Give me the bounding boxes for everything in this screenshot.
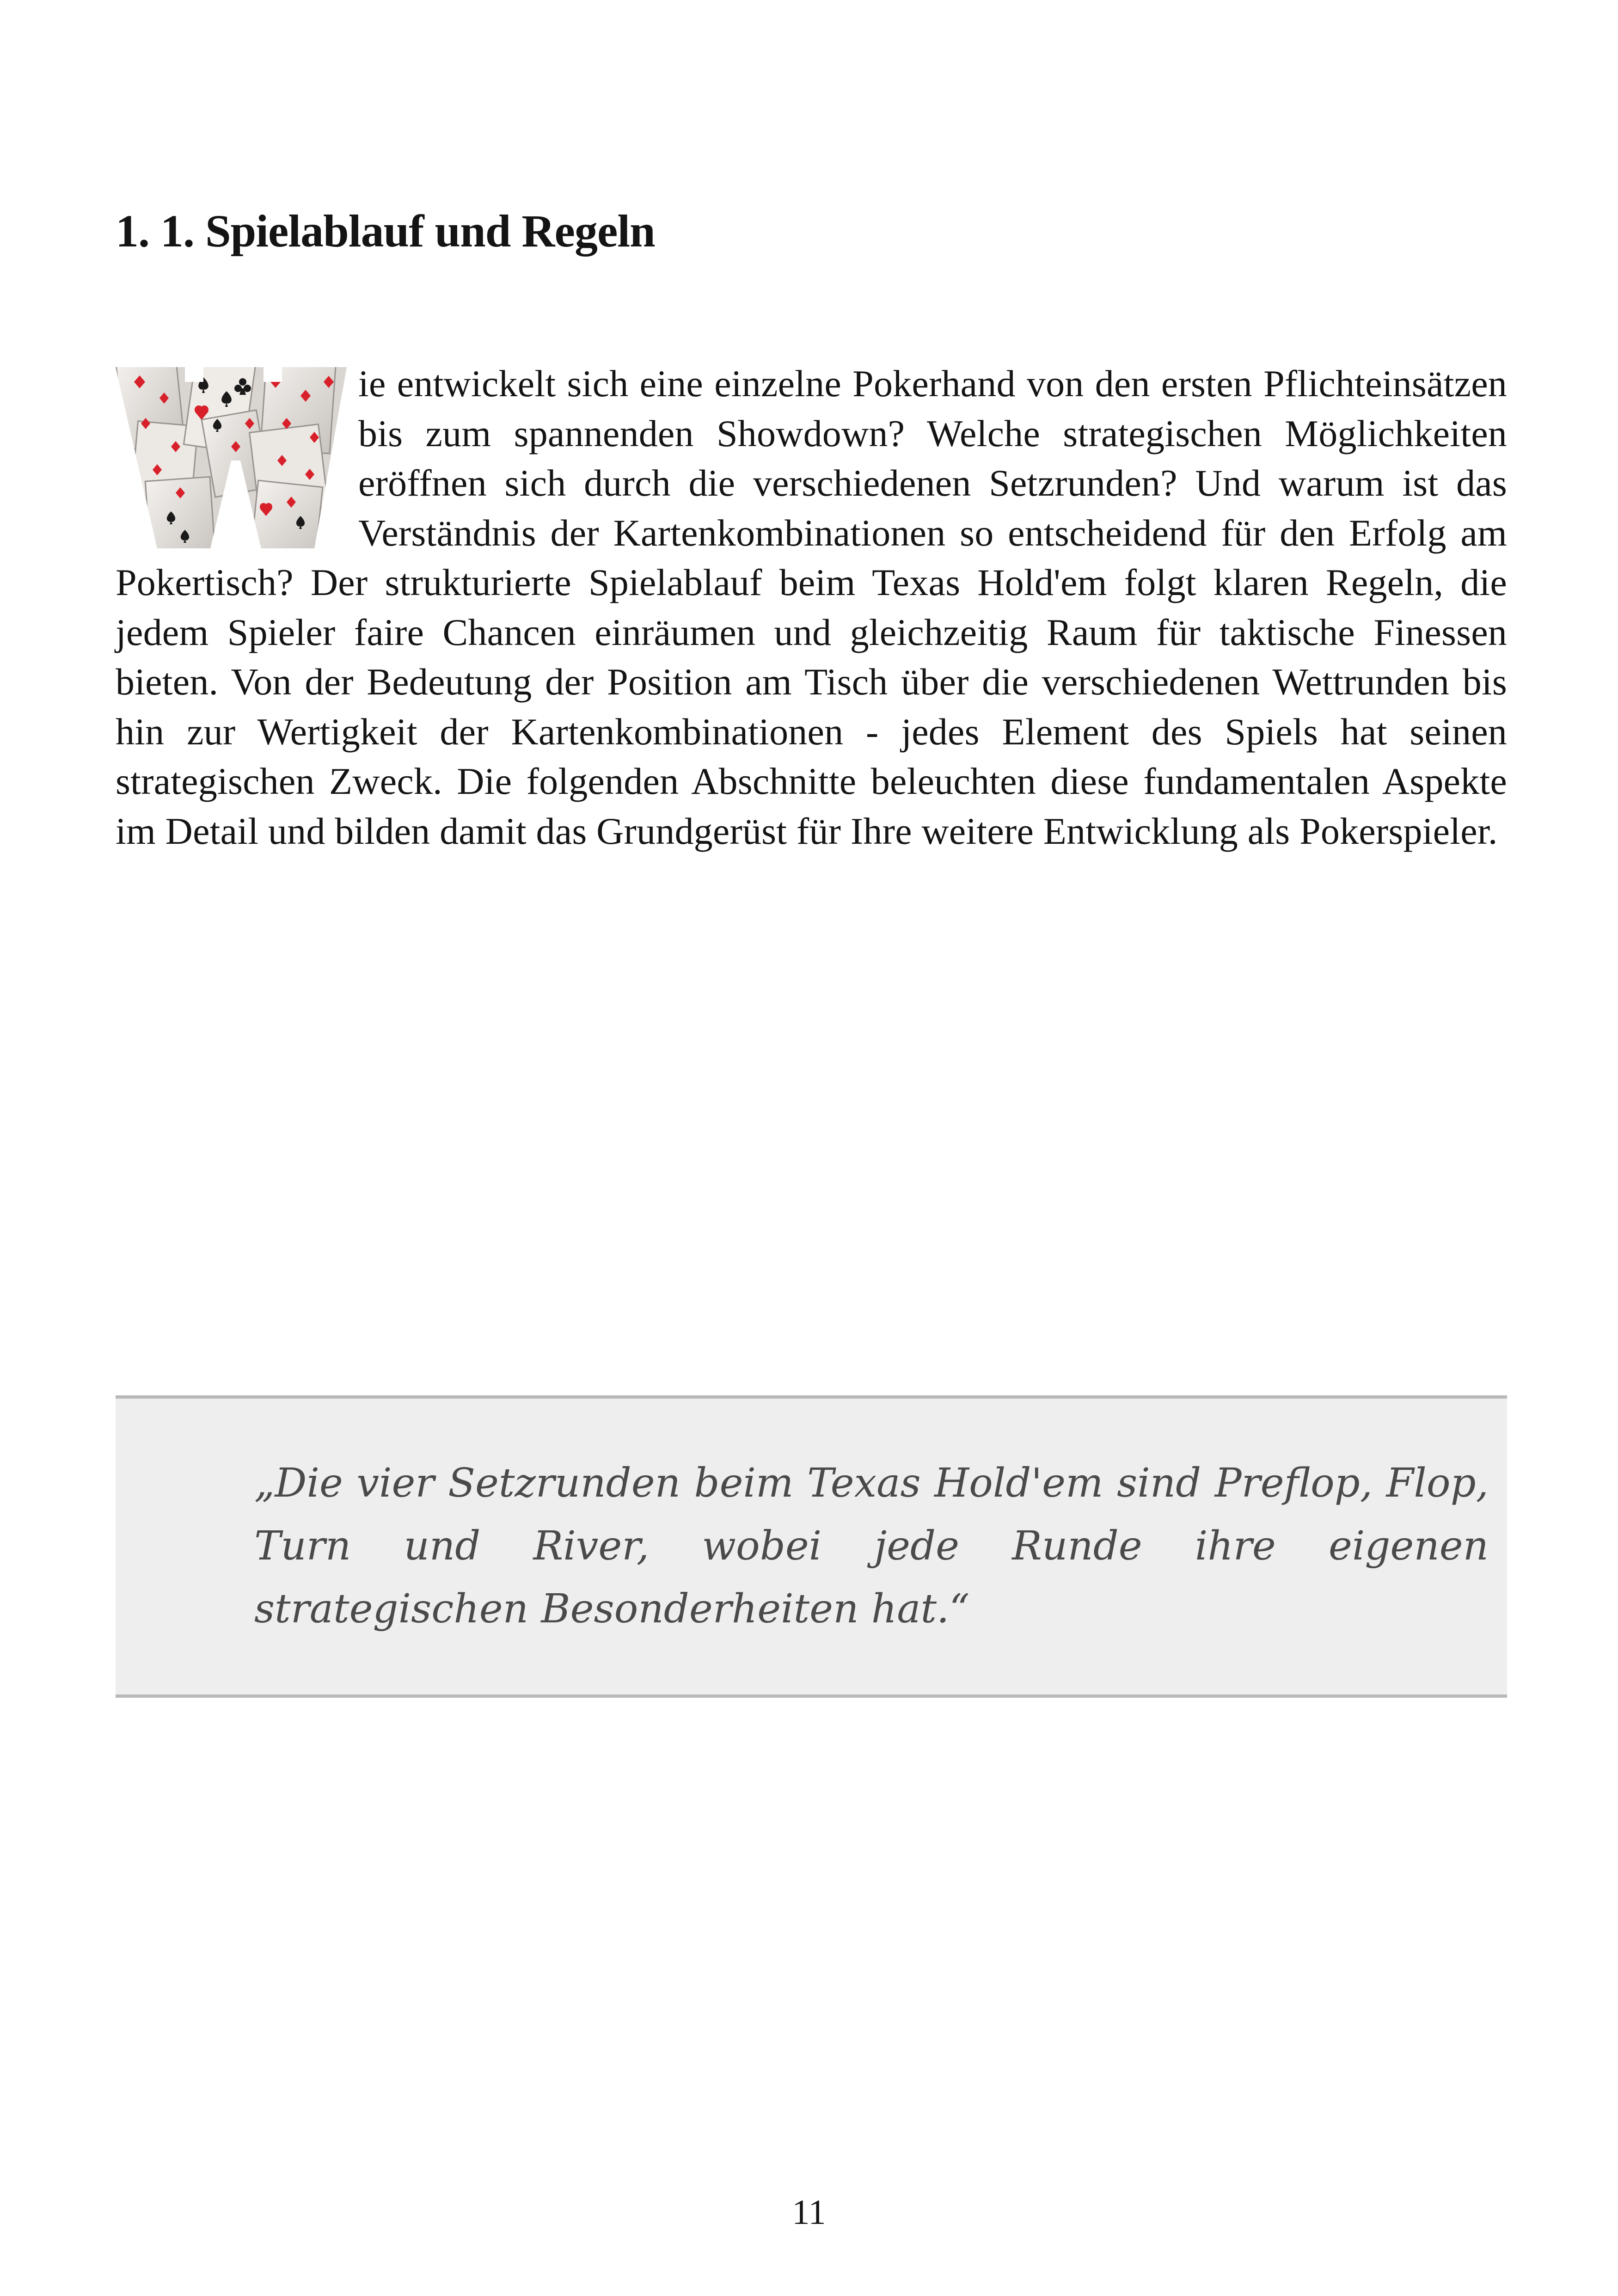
- section-heading: 1. 1. Spielablauf und Regeln: [116, 205, 655, 257]
- page-number: 11: [792, 2193, 826, 2232]
- intro-paragraph: [116, 359, 1507, 856]
- pull-quote-box: [116, 1395, 1507, 1698]
- dropcap-playing-cards-w: [116, 354, 358, 552]
- intro-paragraph-text: ie entwickelt sich eine einzelne Pokerhand von den ersten Pflichteinsätzen bis zum spannenden Showdown? Welche strategischen Möglichkeiten eröffnen sich durch die verschiedenen Setzrunden? Und warum ist das Verständnis der Kartenkombinationen so entscheidend für den Erfolg am Pokertisch? Der strukturierte Spielablauf beim Texas Hold'em folgt klaren Regeln, die jedem Spieler faire Chancen einräumen und gleichzeitig Raum für taktische Finessen bieten. Von der Bedeutung der Position am Tisch über die verschiedenen Wettrunden bis hin zur Wertigkeit der Kartenkombinationen - jedes Element des Spiels hat seinen strategischen Zweck. Die folgenden Abschnitte beleuchten diese fundamentalen Aspekte im Detail und bilden damit das Grundgerüst für Ihre weitere Entwicklung als Pokerspieler.: [116, 362, 1507, 852]
- playing-cards-letter-w-illustration: [116, 354, 347, 548]
- pull-quote-text: „Die vier Setzrunden beim Texas Hold'em sind Preflop, Flop, Turn und River, wobei jede Runde ihre eigenen strategischen Besonderheiten hat.“: [254, 1460, 1489, 1632]
